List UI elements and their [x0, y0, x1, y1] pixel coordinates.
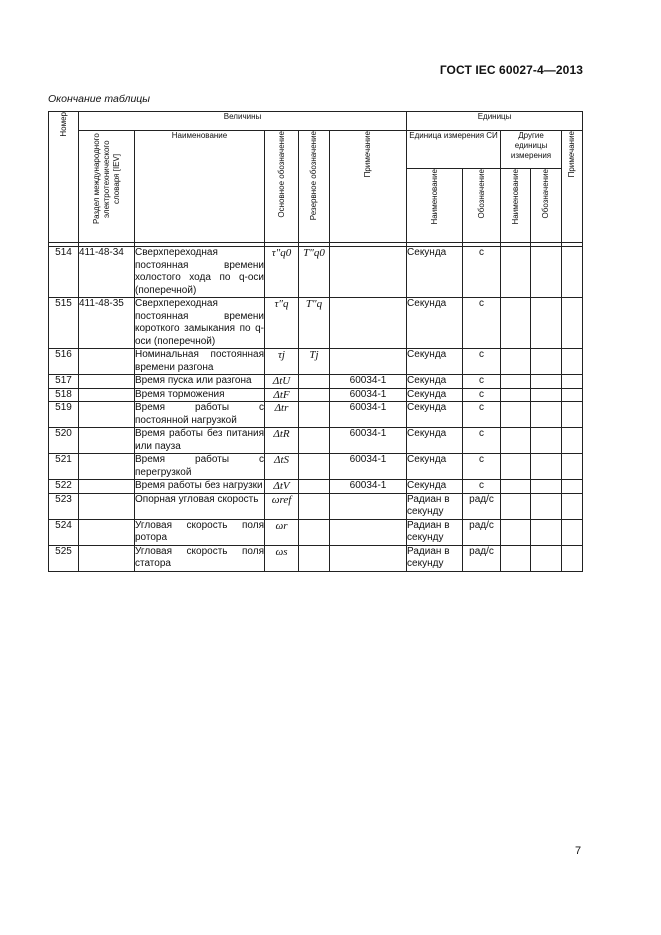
- iev-section: 411-48-34: [79, 247, 135, 298]
- row-number: 522: [49, 480, 79, 494]
- reserve-symbol: Tj: [299, 349, 330, 375]
- header-units: Единицы: [407, 112, 583, 131]
- unit-note: [562, 349, 583, 375]
- reserve-symbol: T″q: [299, 298, 330, 349]
- row-number: 524: [49, 519, 79, 545]
- table-row: [49, 428, 583, 454]
- unit-note: [562, 247, 583, 298]
- note: [330, 545, 407, 571]
- table-row: [49, 545, 583, 571]
- other-unit-name: [501, 375, 531, 389]
- iev-section: [79, 493, 135, 519]
- reserve-symbol: [299, 388, 330, 402]
- iev-section: [79, 428, 135, 454]
- main-symbol: ΔtU: [265, 375, 299, 389]
- quantity-name: Время пуска или разгона: [135, 375, 265, 389]
- other-unit-symbol: [531, 545, 562, 571]
- header-iev-section: Раздел международного электротехнического словаря [IEV]: [79, 131, 135, 243]
- reserve-symbol: [299, 545, 330, 571]
- table-row: [49, 480, 583, 494]
- si-unit-symbol: с: [463, 247, 501, 298]
- quantity-name: Сверхпереходная постоянная времени холостого хода по q-оси (поперечной): [135, 247, 264, 296]
- table-caption: Окончание таблицы: [48, 93, 151, 105]
- header-name: Наименование: [135, 131, 265, 243]
- si-unit-symbol: с: [463, 480, 501, 494]
- row-number: 520: [49, 428, 79, 454]
- main-symbol: τ″q: [265, 298, 299, 349]
- unit-note: [562, 493, 583, 519]
- row-number: 525: [49, 545, 79, 571]
- unit-note: [562, 519, 583, 545]
- si-unit-symbol: с: [463, 388, 501, 402]
- document-code: ГОСТ IEC 60027-4—2013: [439, 63, 583, 77]
- row-number: 519: [49, 402, 79, 428]
- other-unit-symbol: [531, 349, 562, 375]
- row-number: 515: [49, 298, 79, 349]
- row-number: 518: [49, 388, 79, 402]
- si-unit-symbol: рад/с: [463, 519, 501, 545]
- reserve-symbol: [299, 402, 330, 428]
- quantity-name: Время работы без питания или пауза: [135, 428, 264, 452]
- note: [330, 519, 407, 545]
- other-unit-name: [501, 480, 531, 494]
- unit-note: [562, 428, 583, 454]
- reserve-symbol: T″q0: [299, 247, 330, 298]
- si-unit-symbol: с: [463, 402, 501, 428]
- other-unit-name: [501, 247, 531, 298]
- note: [330, 493, 407, 519]
- table-row: [49, 402, 583, 428]
- quantity-name: Время работы с постоянной нагрузкой: [135, 402, 264, 426]
- header-si-unit: Единица измерения СИ: [407, 131, 501, 169]
- header-unit-name: Наименование: [407, 169, 463, 243]
- iev-section: [79, 388, 135, 402]
- main-symbol: ΔtF: [265, 388, 299, 402]
- iev-section: [79, 402, 135, 428]
- other-unit-symbol: [531, 480, 562, 494]
- unit-note: [562, 388, 583, 402]
- si-unit-name: Радиан в секунду: [407, 545, 463, 571]
- quantity-name: Номинальная постоянная времени разгона: [135, 349, 264, 373]
- note: [330, 298, 407, 349]
- header-other-units: Другие единицы измерения: [501, 131, 562, 169]
- quantity-name: Угловая скорость поля статора: [135, 545, 264, 569]
- si-unit-name: Радиан в секунду: [407, 519, 463, 545]
- reserve-symbol: [299, 454, 330, 480]
- quantity-name: Время работы с перегрузкой: [135, 454, 264, 478]
- reserve-symbol: [299, 519, 330, 545]
- row-number: 521: [49, 454, 79, 480]
- note: 60034-1: [330, 428, 407, 454]
- table-row: [49, 388, 583, 402]
- reserve-symbol: [299, 493, 330, 519]
- table-row: [49, 519, 583, 545]
- other-unit-symbol: [531, 454, 562, 480]
- row-number: 523: [49, 493, 79, 519]
- si-unit-name: Секунда: [407, 247, 463, 298]
- row-number: 516: [49, 349, 79, 375]
- other-unit-name: [501, 349, 531, 375]
- iev-section: [79, 375, 135, 389]
- quantity-name: Время торможения: [135, 388, 265, 402]
- other-unit-symbol: [531, 298, 562, 349]
- main-symbol: ΔtV: [265, 480, 299, 494]
- si-unit-name: Секунда: [407, 428, 463, 454]
- note: [330, 247, 407, 298]
- main-symbol: ΔtS: [265, 454, 299, 480]
- quantity-name: Сверхпереходная постоянная времени короткого замыкания по q-оси (поперечной): [135, 298, 264, 347]
- si-unit-name: Секунда: [407, 388, 463, 402]
- note: 60034-1: [330, 388, 407, 402]
- main-symbol: ΔtR: [265, 428, 299, 454]
- si-unit-name: Секунда: [407, 375, 463, 389]
- header-unit-note: Примечание: [562, 131, 583, 243]
- other-unit-symbol: [531, 493, 562, 519]
- other-unit-symbol: [531, 388, 562, 402]
- header-other-name: Наименование: [501, 169, 531, 243]
- si-unit-symbol: рад/с: [463, 493, 501, 519]
- si-unit-symbol: с: [463, 428, 501, 454]
- main-symbol: ωref: [265, 493, 299, 519]
- note: 60034-1: [330, 454, 407, 480]
- table-row: [49, 247, 583, 298]
- iev-section: [79, 519, 135, 545]
- si-unit-symbol: с: [463, 298, 501, 349]
- other-unit-name: [501, 428, 531, 454]
- note: 60034-1: [330, 402, 407, 428]
- si-unit-symbol: с: [463, 454, 501, 480]
- other-unit-name: [501, 298, 531, 349]
- other-unit-symbol: [531, 402, 562, 428]
- si-unit-name: Радиан в секунду: [407, 493, 463, 519]
- other-unit-name: [501, 545, 531, 571]
- other-unit-name: [501, 454, 531, 480]
- note: 60034-1: [330, 375, 407, 389]
- note: 60034-1: [330, 480, 407, 494]
- reserve-symbol: [299, 428, 330, 454]
- si-unit-name: Секунда: [407, 454, 463, 480]
- iev-section: [79, 480, 135, 494]
- other-unit-name: [501, 388, 531, 402]
- row-number: 514: [49, 247, 79, 298]
- main-symbol: τ″q0: [265, 247, 299, 298]
- main-symbol: ωs: [265, 545, 299, 571]
- main-symbol: ωr: [265, 519, 299, 545]
- header-reserve-symbol: Резервное обозначение: [299, 131, 330, 243]
- unit-note: [562, 375, 583, 389]
- main-symbol: Δtr: [265, 402, 299, 428]
- si-unit-symbol: с: [463, 349, 501, 375]
- header-note: Примечание: [330, 131, 407, 243]
- header-main-symbol: Основное обозначение: [265, 131, 299, 243]
- header-other-symbol: Обозначение: [531, 169, 562, 243]
- quantity-name: Угловая скорость поля ротора: [135, 519, 264, 543]
- si-unit-name: Секунда: [407, 349, 463, 375]
- reserve-symbol: [299, 375, 330, 389]
- si-unit-name: Секунда: [407, 480, 463, 494]
- si-unit-symbol: с: [463, 375, 501, 389]
- other-unit-name: [501, 402, 531, 428]
- row-number: 517: [49, 375, 79, 389]
- si-unit-symbol: рад/с: [463, 545, 501, 571]
- iev-section: [79, 454, 135, 480]
- header-quantities: Величины: [79, 112, 407, 131]
- other-unit-symbol: [531, 428, 562, 454]
- terms-table: [48, 111, 583, 572]
- main-symbol: τj: [265, 349, 299, 375]
- table-row: [49, 349, 583, 375]
- quantity-name: Время работы без нагрузки: [135, 480, 263, 491]
- header-number: Номер: [49, 112, 79, 243]
- iev-section: [79, 545, 135, 571]
- table-row: [49, 298, 583, 349]
- iev-section: [79, 349, 135, 375]
- table-row: [49, 375, 583, 389]
- other-unit-symbol: [531, 375, 562, 389]
- unit-note: [562, 454, 583, 480]
- other-unit-name: [501, 519, 531, 545]
- unit-note: [562, 545, 583, 571]
- other-unit-name: [501, 493, 531, 519]
- iev-section: 411-48-35: [79, 298, 135, 349]
- page-number: 7: [575, 845, 582, 857]
- reserve-symbol: [299, 480, 330, 494]
- unit-note: [562, 402, 583, 428]
- note: [330, 349, 407, 375]
- quantity-name: Опорная угловая скорость: [135, 493, 265, 519]
- other-unit-symbol: [531, 519, 562, 545]
- si-unit-name: Секунда: [407, 298, 463, 349]
- other-unit-symbol: [531, 247, 562, 298]
- table-body: [49, 243, 583, 572]
- unit-note: [562, 298, 583, 349]
- si-unit-name: Секунда: [407, 402, 463, 428]
- unit-note: [562, 480, 583, 494]
- table-row: [49, 454, 583, 480]
- table-row: [49, 493, 583, 519]
- header-unit-symbol: Обозначение: [463, 169, 501, 243]
